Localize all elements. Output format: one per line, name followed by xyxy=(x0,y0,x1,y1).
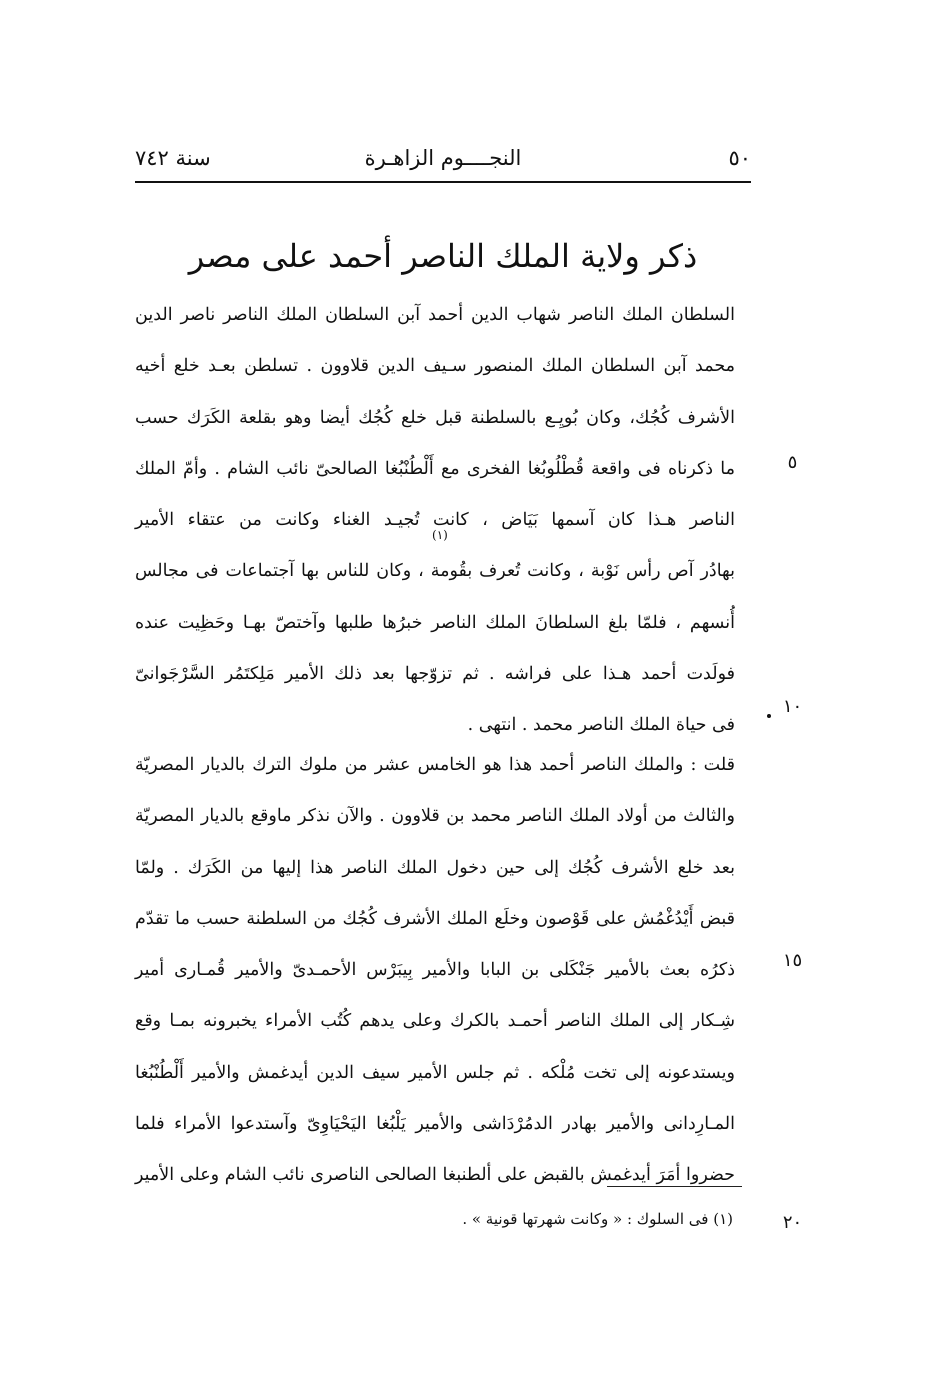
text-line: المـارِدانى والأمير بهادر الدمُرْدَاشى والأمير يَلْبُغا اليَحْيَاوِىّ وآستدعوا الأمراء فلما xyxy=(135,1114,735,1135)
footnote-rule xyxy=(607,1186,742,1187)
text-line: محمد آبن السلطان الملك المنصور سـيف الدين قلاوون . تسلطن بعـد خلع أخيه xyxy=(135,356,735,377)
paragraph-1 xyxy=(135,290,735,752)
text-line: قبض أَيْدُغْمُش على قَوْصون وخلَع الملك الأشرف كُجُك من السلطنة حسب ما تقدّم xyxy=(135,908,735,929)
text-line: والثالث من أولاد الملك الناصر محمد بن قلاوون . والآن نذكر ماوقع بالديار المصريّة xyxy=(135,806,735,827)
line-number: ١٠ xyxy=(782,696,803,717)
text-line: أُنسهم ، فلمّا بلغ السلطانَ الملك الناصر خبرُها طلبها وآختصّ بهـا وحَظِيت عنده xyxy=(135,612,735,633)
footnote: (١) فى السلوك : « وكانت شهرتها قونية » . xyxy=(462,1210,733,1228)
text-line: الأشرف كُجُك، وكان بُويِـع بالسلطنة قبل خلع كُجُك أيضا وهو بقلعة الكَرَك حسب xyxy=(135,407,735,428)
footnote-marker: (١) xyxy=(432,528,448,542)
text-line: بهادُر آص رأس نَوْبة ، وكانت تُعرف بقُومة ، وكان للناس بها آجتماعات فى مجالس xyxy=(135,561,735,582)
text-line: الناصر هـذا كان آسمها بَيَاض ، كانت تُجيـد الغناء وكانت من عتقاء الأمير xyxy=(135,510,735,531)
text-line: فولَدت أحمد هـذا على فراشه . ثم تزوّجها بعد ذلك الأمير مَلِكتَمُر السَّرْجَوانىّ xyxy=(135,664,735,685)
section-title: ذكر ولاية الملك الناصر أحمد على مصر xyxy=(188,237,698,275)
margin-dot xyxy=(767,714,771,718)
running-header xyxy=(135,140,751,180)
text-line: ويستدعونه إلى تخت مُلْكه . ثم جلس الأمير سيف الدين أيدغمش والأمير أَلْطُنْبُغا xyxy=(135,1062,735,1083)
line-number: ٥ xyxy=(787,452,798,473)
text-line: السلطان الملك الناصر شهاب الدين أحمد آبن السلطان الملك الناصر ناصر الدين xyxy=(135,305,735,325)
text-line: ما ذكرناه فى واقعة قُطْلُوبُغا الفخرى مع أَلْطُنْبُغا الصالحىّ نائب الشام . وأمّ الملك xyxy=(135,458,735,479)
text-line: شِـكار إلى الملك الناصر أحمـد بالكرك وعلى يدهم كُتُب الأمراء يخبرونه بمـا وقع xyxy=(135,1011,735,1032)
page-number: ٥٠ xyxy=(728,146,751,170)
text-line: ذكرُه بعث بالأمير جَنْكَلى بن البابا والأمير بِيبَرْس الأحمـدىّ والأمير قُمـارى أمير xyxy=(135,960,735,981)
text-line: قلت : والملك الناصر أحمد هذا هو الخامس عشر من ملوك الترك بالديار المصريّة xyxy=(135,755,735,775)
text-line: حضروا أمَرَ أيدغمش بالقبض على ألطنبغا الصالحى الناصرى نائب الشام وعلى الأمير xyxy=(135,1165,735,1186)
year-label: سنة ٧٤٢ xyxy=(135,146,211,170)
line-number: ٢٠ xyxy=(782,1212,803,1233)
paragraph-2 xyxy=(135,740,735,1202)
book-title: النجــــوم الزاهـرة xyxy=(364,146,522,170)
text-line: بعد خلع الأشرف كُجُك إلى حين دخول الملك الناصر هذا إليها من الكَرَك . ولمّا xyxy=(135,857,735,878)
line-number: ١٥ xyxy=(782,950,803,971)
text-line: فى حياة الملك الناصر محمد . انتهى . xyxy=(467,715,735,736)
header-rule xyxy=(135,181,751,183)
